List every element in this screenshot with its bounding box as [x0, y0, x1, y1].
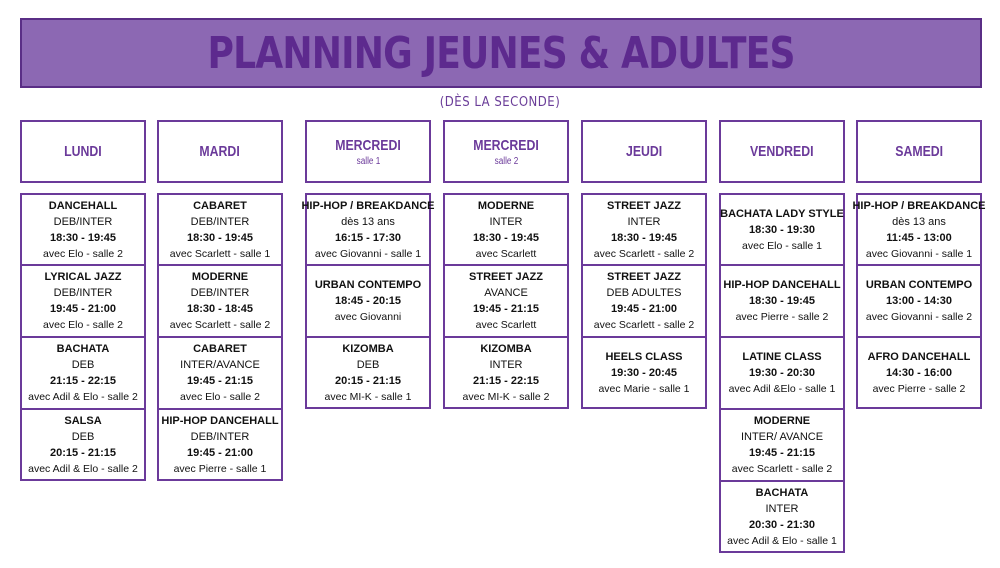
class-card	[301, 193, 435, 265]
class-name: URBAN CONTEMPO	[314, 279, 422, 291]
class-time: 18:30 - 19:45	[748, 295, 816, 307]
class-time: 19:30 - 20:45	[610, 366, 678, 379]
class-name: URBAN CONTEMPO	[865, 279, 973, 291]
class-time: 19:45 - 21:00	[610, 303, 678, 315]
day-name: VENDREDI	[750, 143, 814, 160]
class-time: 20:15 - 21:15	[49, 446, 117, 459]
class-name: CABARET	[193, 343, 247, 355]
class-level: DEB/INTER	[53, 287, 113, 299]
class-name: HIP-HOP DANCEHALL	[723, 279, 841, 291]
class-time: 21:15 - 22:15	[472, 374, 540, 387]
day-header	[443, 120, 569, 183]
class-time: 13:00 - 14:30	[885, 295, 953, 307]
class-level: dès 13 ans	[341, 215, 395, 228]
class-name: BACHATA	[56, 343, 110, 355]
day-column	[301, 120, 435, 409]
class-level: dès 13 ans	[892, 215, 946, 228]
class-time: 19:30 - 20:30	[748, 367, 816, 379]
day-name: LUNDI	[64, 143, 102, 160]
class-card	[20, 265, 146, 337]
class-level: DEB/INTER	[190, 287, 250, 299]
class-card	[581, 265, 707, 337]
class-name: STREET JAZZ	[607, 199, 681, 212]
class-time: 18:30 - 19:30	[748, 223, 816, 236]
class-list	[581, 193, 707, 409]
day-column	[443, 120, 569, 409]
class-teacher: avec Giovanni - salle 1	[314, 247, 422, 260]
page-subtitle: (DÈS LA SECONDE)	[439, 95, 561, 110]
day-header	[581, 120, 707, 183]
class-card	[20, 337, 146, 409]
class-time: 19:45 - 21:00	[186, 446, 254, 459]
class-name: DANCEHALL	[48, 199, 118, 212]
class-level: AVANCE	[484, 287, 528, 299]
class-teacher: avec Pierre - salle 2	[872, 382, 966, 395]
class-time: 21:15 - 22:15	[49, 375, 117, 387]
class-level: INTER	[489, 358, 523, 371]
day-header	[157, 120, 283, 183]
class-teacher: avec Pierre - salle 2	[735, 311, 829, 323]
class-time: 18:30 - 19:45	[186, 231, 254, 244]
class-name: HIP-HOP DANCEHALL	[161, 414, 279, 427]
class-card	[305, 337, 431, 409]
class-time: 19:45 - 21:15	[186, 375, 254, 387]
day-header	[305, 120, 431, 183]
class-card	[20, 409, 146, 481]
class-name: KIZOMBA	[480, 342, 532, 355]
day-name: MARDI	[199, 143, 241, 160]
class-teacher: avec Scarlett	[475, 319, 537, 331]
class-teacher: avec Elo - salle 1	[742, 239, 822, 252]
class-level: DEB	[71, 359, 95, 371]
day-column	[852, 120, 986, 409]
class-teacher: avec Giovanni - salle 1	[865, 247, 973, 260]
class-time: 20:15 - 21:15	[334, 374, 402, 387]
class-level: DEB/INTER	[190, 215, 250, 228]
class-time: 14:30 - 16:00	[885, 366, 953, 379]
class-teacher: avec Scarlett	[475, 247, 537, 260]
class-card	[157, 193, 283, 265]
class-teacher: avec Scarlett - salle 1	[169, 247, 271, 260]
class-time: 16:15 - 17:30	[334, 231, 402, 244]
class-card	[852, 193, 986, 265]
day-column	[581, 120, 707, 409]
day-name: MERCREDI	[335, 136, 401, 154]
day-room: salle 1	[356, 155, 380, 167]
class-name: BACHATA LADY STYLE	[720, 207, 844, 220]
class-card	[157, 337, 283, 409]
class-list	[20, 193, 146, 481]
class-card	[157, 265, 283, 337]
class-card	[157, 409, 283, 481]
class-list	[852, 193, 986, 409]
day-name: JEUDI	[625, 143, 663, 160]
class-name: LATINE CLASS	[742, 351, 822, 363]
class-card	[719, 409, 845, 481]
class-time: 20:30 - 21:30	[748, 518, 816, 531]
class-card	[719, 265, 845, 337]
class-card	[443, 265, 569, 337]
class-name: SALSA	[64, 414, 102, 427]
day-column	[719, 120, 845, 553]
class-card	[719, 337, 845, 409]
class-list	[301, 193, 435, 409]
class-level: INTER/ AVANCE	[740, 431, 824, 443]
class-level: DEB	[71, 430, 95, 443]
day-column	[157, 120, 283, 481]
day-column	[20, 120, 146, 481]
class-name: AFRO DANCEHALL	[867, 350, 971, 363]
class-name: HIP-HOP / BREAKDANCE	[301, 199, 435, 212]
class-teacher: avec Scarlett - salle 2	[731, 463, 833, 475]
class-level: DEB/INTER	[53, 215, 113, 228]
day-room: salle 2	[494, 155, 518, 167]
class-level: INTER	[489, 215, 523, 228]
class-time: 18:30 - 19:45	[610, 231, 678, 244]
class-teacher: avec Adil & Elo - salle 1	[727, 534, 837, 547]
class-name: KIZOMBA	[342, 342, 394, 355]
class-card	[719, 481, 845, 553]
day-name: SAMEDI	[895, 143, 943, 160]
class-teacher: avec Pierre - salle 1	[173, 462, 267, 475]
class-time: 18:30 - 19:45	[472, 231, 540, 244]
class-card	[856, 337, 982, 409]
day-header	[856, 120, 982, 183]
class-level: INTER	[627, 215, 661, 228]
class-card	[443, 337, 569, 409]
class-name: LYRICAL JAZZ	[44, 271, 122, 283]
class-teacher: avec Elo - salle 2	[180, 391, 260, 403]
class-teacher: avec Marie - salle 1	[598, 382, 690, 395]
class-level: INTER	[765, 502, 799, 515]
class-teacher: avec Scarlett - salle 2	[169, 319, 271, 331]
class-level: DEB	[356, 358, 380, 371]
page-title: PLANNING JEUNES & ADULTES	[207, 27, 795, 79]
class-teacher: avec Elo - salle 2	[43, 319, 123, 331]
class-name: STREET JAZZ	[607, 271, 681, 283]
class-card	[581, 337, 707, 409]
class-time: 11:45 - 13:00	[886, 231, 952, 244]
class-teacher: avec Giovanni - salle 2	[865, 311, 973, 323]
class-list	[157, 193, 283, 481]
class-name: MODERNE	[477, 199, 535, 212]
class-list	[443, 193, 569, 409]
class-level: DEB/INTER	[190, 430, 250, 443]
class-time: 19:45 - 21:15	[472, 303, 540, 315]
class-teacher: avec Adil &Elo - salle 1	[728, 383, 836, 395]
title-banner	[20, 18, 982, 88]
class-teacher: avec Giovanni	[334, 311, 402, 323]
class-teacher: avec Scarlett - salle 2	[593, 247, 695, 260]
class-teacher: avec Scarlett - salle 2	[593, 319, 695, 331]
class-card	[443, 193, 569, 265]
class-level: DEB ADULTES	[606, 287, 682, 299]
day-name: MERCREDI	[473, 136, 539, 154]
class-teacher: avec MI-K - salle 1	[324, 390, 412, 403]
class-list	[719, 193, 845, 553]
class-name: MODERNE	[753, 415, 811, 427]
day-header	[719, 120, 845, 183]
class-teacher: avec Elo - salle 2	[43, 247, 123, 260]
day-header	[20, 120, 146, 183]
class-card	[856, 265, 982, 337]
class-name: HEELS CLASS	[605, 350, 683, 363]
class-time: 18:30 - 19:45	[49, 231, 117, 244]
class-time: 19:45 - 21:00	[49, 303, 117, 315]
class-name: BACHATA	[755, 486, 809, 499]
class-level: INTER/AVANCE	[180, 359, 260, 371]
class-card	[581, 193, 707, 265]
class-teacher: avec Adil & Elo - salle 2	[28, 462, 138, 475]
class-name: CABARET	[193, 199, 247, 212]
class-name: STREET JAZZ	[469, 271, 543, 283]
class-card	[20, 193, 146, 265]
class-card	[305, 265, 431, 337]
class-name: HIP-HOP / BREAKDANCE	[852, 199, 986, 212]
class-teacher: avec MI-K - salle 2	[462, 390, 550, 403]
class-time: 18:45 - 20:15	[334, 295, 402, 307]
class-card	[719, 193, 845, 265]
class-time: 18:30 - 18:45	[186, 303, 254, 315]
class-teacher: avec Adil & Elo - salle 2	[28, 391, 138, 403]
class-name: MODERNE	[191, 271, 249, 283]
class-time: 19:45 - 21:15	[748, 447, 816, 459]
